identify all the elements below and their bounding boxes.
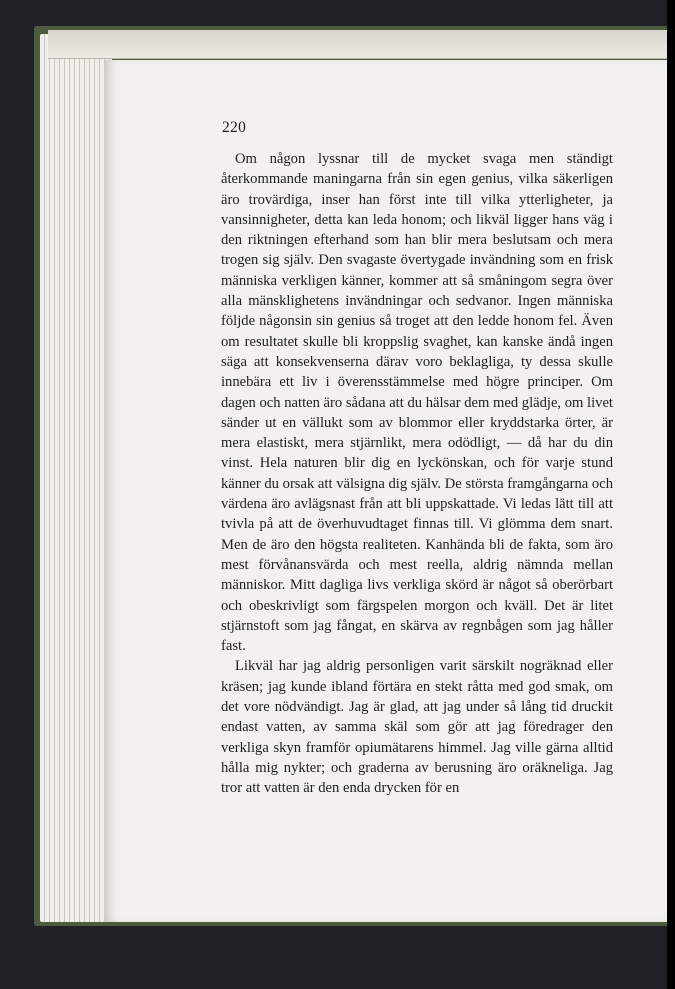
- paragraph: Om någon lyssnar till de mycket svaga men ständigt återkommande maningarna från sin egen genius, vilka säkerligen äro trovärdiga, inser han först inte till vilka ytterligheter, ja vansinnigheter, detta kan leda honom; och likväl ligger hans väg i den riktningen efterhand som han blir mera beslutsam och mera trogen sig själv. Den svagaste övertygade invändning som en frisk människa verkligen känner, kommer att så småningom segra över alla mänsklighetens invändningar och sedvanor. Ingen människa följde någonsin sin genius så troget att den ledde honom fel. Även om resultatet skulle bli kroppslig svaghet, kan kanske ändå ingen säga att konsekvenserna därav voro beklagliga, ty dessa skulle innebära ett liv i överensstämmelse med högre principer. Om dagen och natten äro sådana att du hälsar dem med glädje, om livet sänder ut en vällukt som av blommor eller kryddstarka örter, är mera elastiskt, mera stjärnlikt, mera odödligt, — då har du din vinst. Hela naturen blir dig en lyckönskan, och för varje stund känner du orsak att välsigna dig själv. De största framgångarna och värdena äro avlägsnast från att bli uppskattade. Vi ledas lätt till att tvivla på att de överhuvudtaget finnas till. Vi glömma dem snart. Men de äro den högsta realiteten. Kanhända bli de fakta, som äro mest förvånansvärda och mest reella, aldrig nämnda mellan människor. Mitt dagliga livs verkliga skörd är något så oberörbart och obeskrivligt som färgspelen morgon och kväll. Det är litet stjärnstoft som jag fångat, en skärva av regnbågen som jag håller fast.: [221, 151, 613, 655]
- paragraph: Likväl har jag aldrig personligen varit särskilt nogräknad eller kräsen; jag kunde ibland förtära en stekt råtta med god smak, om det vore nödvändigt. Jag är glad, att jag under så lång tid druckit endast vatten, av samma skäl som gör att jag föredrager den verkliga skyn framför opiumätarens himmel. Jag ville gärna alltid hålla mig nykter; och graderna av berusning äro oräkneliga. Jag tror att vatten är den enda drycken för en: [221, 658, 613, 797]
- page-edges: [40, 34, 112, 922]
- page-body-text: [221, 149, 613, 799]
- page-number: 220: [222, 119, 247, 136]
- page-top-edge: [48, 30, 668, 59]
- scan-border: [667, 0, 675, 989]
